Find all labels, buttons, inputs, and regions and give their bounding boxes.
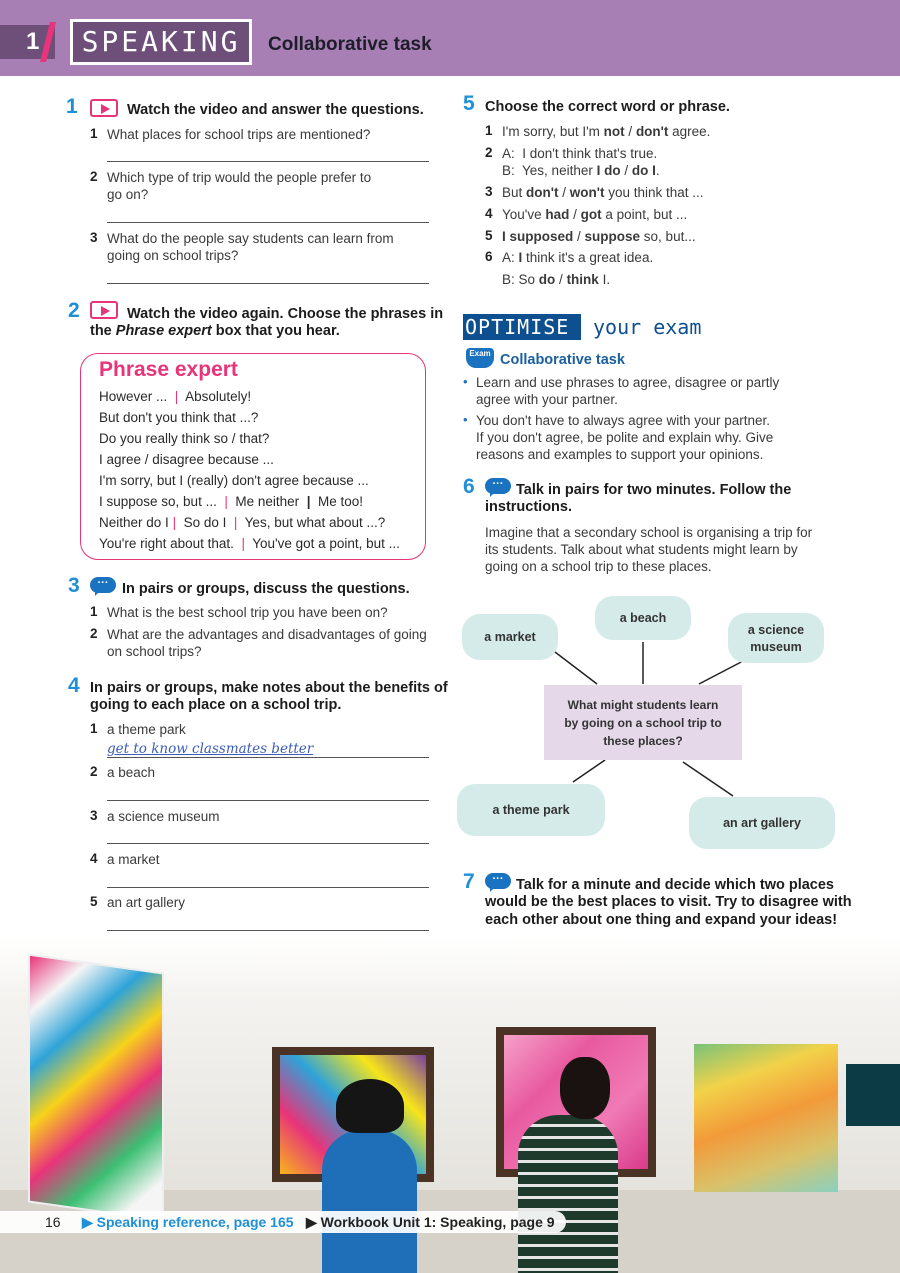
exercise-7-instruction: Talk for a minute and decide which two places [516, 877, 834, 893]
question-text: What places for school trips are mentioned? [107, 127, 371, 142]
item-number: 1 [90, 721, 98, 736]
exercise-4-instruction: In pairs or groups, make notes about the benefits of [90, 680, 448, 696]
exercise-2-instruction-2: the Phrase expert box that you hear. [90, 323, 340, 339]
watercolour-painting [694, 1044, 838, 1192]
answer-line[interactable] [107, 800, 429, 801]
tip-text: agree with your partner. [476, 392, 618, 407]
exercise-4-instruction-2: going to each place on a school trip. [90, 697, 342, 713]
question-text: going on school trips? [107, 248, 239, 263]
speech-bubble-icon: ··· [90, 577, 116, 593]
item-text: A: I don't think that's true. [502, 146, 658, 161]
exercise-7-instruction-2: would be the best places to visit. Try to disagree with [485, 894, 852, 910]
item-number: 2 [90, 764, 98, 779]
speaking-reference-link[interactable]: ▶ Speaking reference, page 165 [82, 1214, 294, 1230]
phrase-row: You're right about that. | You've got a point, but ... [99, 536, 400, 551]
exercise-6-instruction: Talk in pairs for two minutes. Follow the [516, 482, 792, 498]
phrase-row: I suppose so, but ... | Me neither | Me too! [99, 494, 364, 509]
teal-painting [846, 1064, 900, 1126]
person-striped-shirt [518, 1115, 618, 1273]
question-number: 2 [90, 169, 98, 184]
tip-text: You don't have to always agree with your partner. [476, 413, 771, 428]
phrase-row: Neither do I | So do I | Yes, but what about ...? [99, 515, 386, 530]
exercise-2-number: 2 [68, 299, 80, 322]
bullet-icon: • [463, 412, 468, 427]
answer-line[interactable] [107, 161, 429, 162]
diagram-node-science-museum [728, 613, 824, 663]
exercise-7-instruction-3: each other about one thing and expand your ideas! [485, 912, 838, 928]
item-number: 5 [485, 228, 493, 243]
item-text: I'm sorry, but I'm not / don't agree. [502, 124, 711, 139]
page-number: 16 [45, 1214, 61, 1230]
exercise-3-instruction: In pairs or groups, discuss the questions. [122, 581, 410, 597]
answer-line[interactable] [107, 930, 429, 931]
question-number: 1 [90, 126, 98, 141]
optimise-task: Collaborative task [500, 352, 625, 368]
question-text: What are the advantages and disadvantages of going [107, 627, 427, 642]
item-text: a market [107, 852, 160, 867]
question-text: on school trips? [107, 644, 202, 659]
phrase-row: But don't you think that ...? [99, 410, 259, 425]
question-number: 3 [90, 230, 98, 245]
scenario-text: Imagine that a secondary school is organising a trip for [485, 525, 813, 540]
exercise-7-number: 7 [463, 870, 475, 893]
exercise-4-number: 4 [68, 674, 80, 697]
item-text: You've had / got a point, but ... [502, 207, 688, 222]
item-text: But don't / won't you think that ... [502, 185, 704, 200]
phrase-expert-title: Phrase expert [99, 358, 238, 381]
section-title: SPEAKING [70, 19, 252, 65]
node-label-line: museum [750, 640, 802, 654]
question-text: go on? [107, 187, 149, 202]
question-text: Which type of trip would the people prefer to [107, 170, 372, 185]
item-text: A: I think it's a great idea. [502, 250, 654, 265]
item-text: a science museum [107, 809, 220, 824]
workbook-reference-link[interactable]: ▶ Workbook Unit 1: Speaking, page 9 [306, 1214, 555, 1230]
exercise-1-number: 1 [66, 95, 78, 118]
item-text: B: Yes, neither I do / do I. [502, 163, 660, 178]
diagram-node-market: a market [462, 614, 558, 660]
answer-line[interactable] [107, 757, 429, 758]
item-text: a theme park [107, 722, 186, 737]
diagram-centre-question [544, 685, 742, 760]
item-number: 3 [485, 184, 493, 199]
diagram-node-art-gallery: an art gallery [689, 797, 835, 849]
centre-line: by going on a school trip to [564, 716, 722, 730]
scenario-text: its students. Talk about what students might learn by [485, 542, 798, 557]
example-answer: get to know classmates better [107, 741, 314, 757]
diagram-node-beach: a beach [595, 596, 691, 640]
node-label-line: a science [747, 623, 805, 637]
tip-text: If you don't agree, be polite and explain why. Give [476, 430, 774, 445]
exercise-6-instruction-2: instructions. [485, 499, 573, 515]
person-black-hat [336, 1079, 404, 1133]
question-number: 2 [90, 626, 98, 641]
answer-line[interactable] [107, 843, 429, 844]
abstract-painting-left [28, 953, 164, 1221]
item-text: I supposed / suppose so, but... [502, 229, 696, 244]
exercise-3-number: 3 [68, 574, 80, 597]
video-play-icon[interactable] [90, 301, 118, 319]
bullet-icon: • [463, 374, 468, 389]
phrase-row: I agree / disagree because ... [99, 452, 274, 467]
phrase-row: I'm sorry, but I (really) don't agree because ... [99, 473, 369, 488]
video-play-icon[interactable] [90, 99, 118, 117]
centre-line: What might students learn [567, 698, 719, 712]
exam-badge-icon: Exam [466, 348, 494, 368]
item-text: B: So do / think I. [502, 272, 611, 287]
unit-number: 1 [0, 25, 55, 59]
optimise-heading: OPTIMISE [465, 315, 570, 339]
scenario-text: going on a school trip to these places. [485, 559, 712, 574]
centre-line: these places? [603, 734, 683, 748]
item-number: 3 [90, 808, 98, 823]
exercise-1-instruction: Watch the video and answer the questions. [127, 102, 424, 118]
phrase-row: However ... | Absolutely! [99, 389, 252, 404]
person-blue-shirt [322, 1130, 417, 1273]
diagram-node-theme-park: a theme park [457, 784, 605, 836]
phrase-row: Do you really think so / that? [99, 431, 270, 446]
question-text: What do the people say students can learn from [107, 231, 394, 246]
exercise-5-instruction: Choose the correct word or phrase. [485, 99, 730, 115]
item-number: 2 [485, 145, 493, 160]
item-number: 4 [90, 851, 98, 866]
item-text: an art gallery [107, 895, 186, 910]
item-number: 6 [485, 249, 493, 264]
person-dark-hair [560, 1057, 610, 1119]
item-number: 4 [485, 206, 493, 221]
answer-line[interactable] [107, 887, 429, 888]
speech-bubble-icon: ··· [485, 873, 511, 889]
item-text: a beach [107, 765, 156, 780]
exercise-6-number: 6 [463, 475, 475, 498]
section-subtitle: Collaborative task [268, 34, 432, 55]
answer-line[interactable] [107, 283, 429, 284]
tip-text: Learn and use phrases to agree, disagree or partly [476, 375, 780, 390]
exercise-2-instruction: Watch the video again. Choose the phrases in [127, 306, 444, 322]
speech-bubble-icon: ··· [485, 478, 511, 494]
exercise-5-number: 5 [463, 92, 475, 115]
optimise-heading-2: your exam [593, 315, 702, 339]
item-number: 1 [485, 123, 493, 138]
tip-text: reasons and examples to support your opinions. [476, 447, 764, 462]
question-number: 1 [90, 604, 98, 619]
answer-line[interactable] [107, 222, 429, 223]
question-text: What is the best school trip you have been on? [107, 605, 388, 620]
item-number: 5 [90, 894, 98, 909]
